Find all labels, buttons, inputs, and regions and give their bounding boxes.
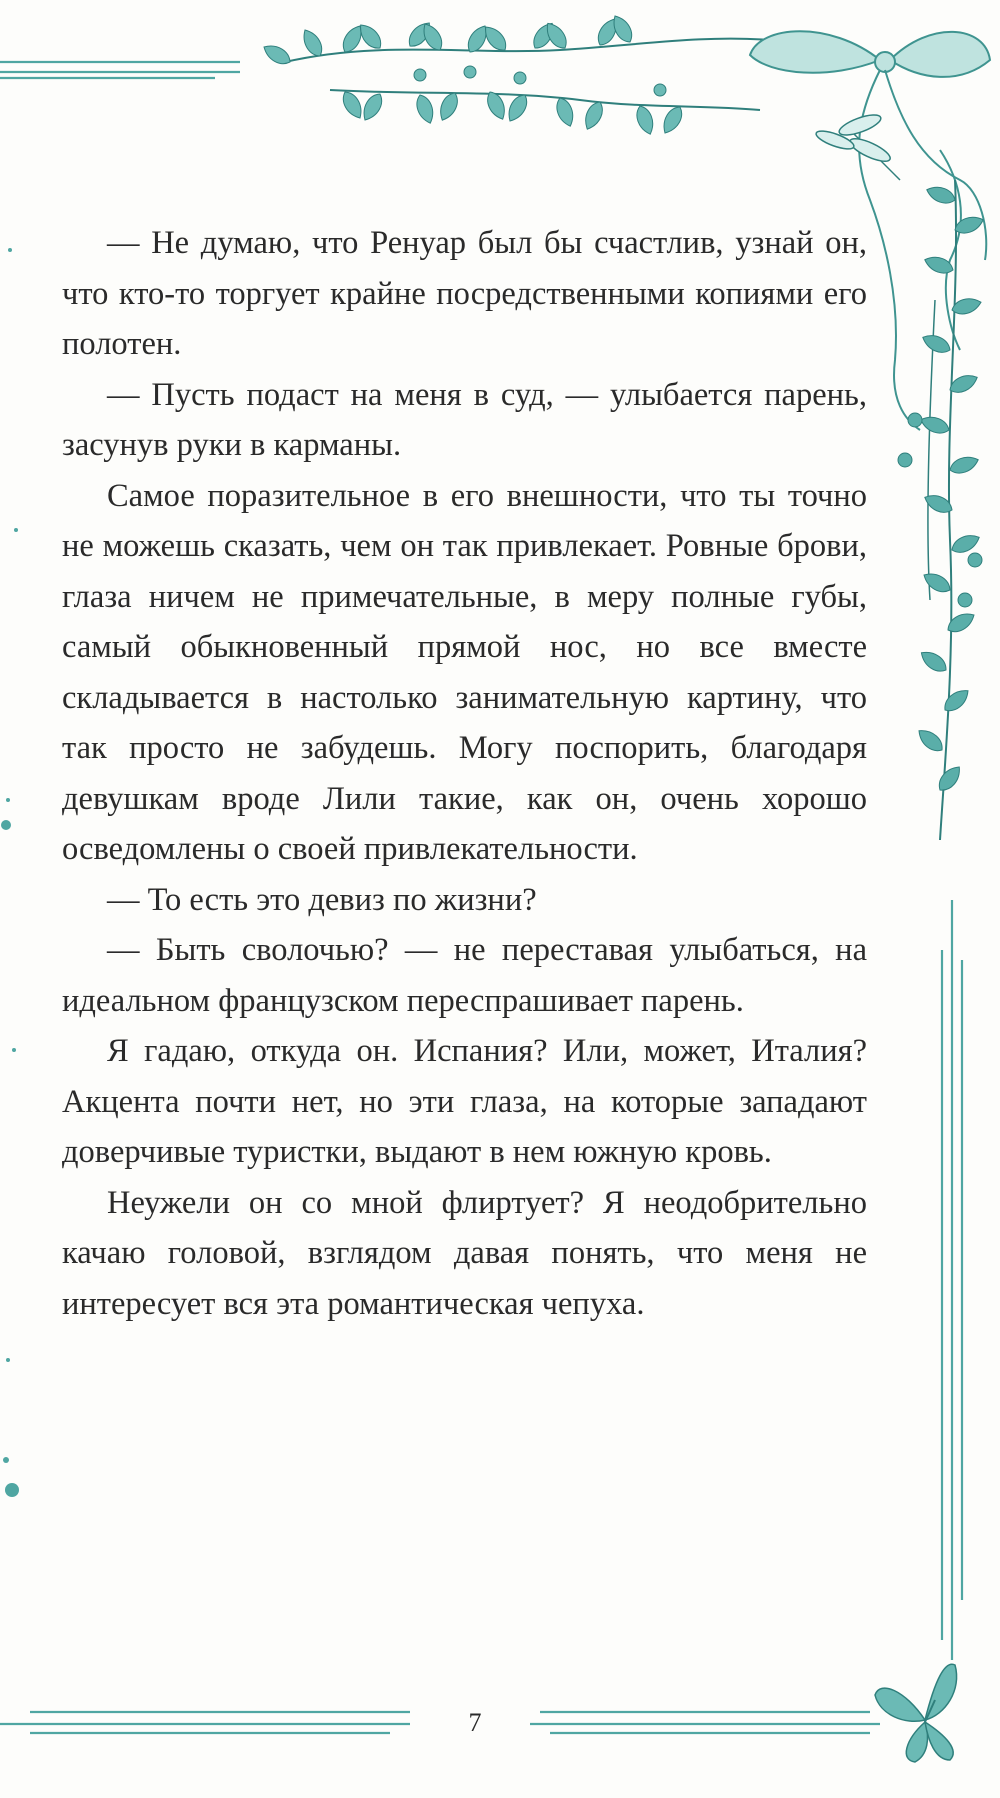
leaf-branch-icon: [260, 12, 770, 136]
paragraph: Неужели он со мной флиртует? Я неодобрительно качаю головой, взглядом давая понять, что меня не интересует вся эта романтическая чепуха.: [62, 1184, 867, 1322]
right-vine-icon: [898, 180, 986, 840]
left-edge-speckles: [1, 248, 19, 1497]
paragraph: — Быть сволочью? — не переставая улыбаться, на идеальном французском переспрашивает парень.: [62, 932, 867, 1019]
bottom-border-lines: [0, 1712, 880, 1733]
paragraph: — Не думаю, что Ренуар был бы счастлив, узнай он, что кто-то торгует крайне посредственными копиями его полотен.: [62, 225, 867, 362]
paragraph: — То есть это девиз по жизни?: [107, 881, 537, 918]
main-text: [62, 218, 867, 1329]
paragraph: — Пусть подаст на меня в суд, — улыбается парень, засунув руки в карманы.: [62, 376, 867, 463]
dragonfly-icon: [814, 111, 900, 180]
right-border-lines: [942, 900, 962, 1660]
paragraph: Самое поразительное в его внешности, что ты точно не можешь сказать, чем он так привлекает. Ровные брови, глаза ничем не примечательные, в меру полные губы, самый обыкновенный прямой нос, но все вместе складывается в настолько занимательную картину, что так просто не забудешь. Могу поспорить, благодаря девушкам вроде Лили такие, как он, очень хорошо осведомлены о своей привлекательности.: [62, 477, 867, 867]
butterfly-icon: [875, 1664, 957, 1762]
page-number: 7: [468, 1708, 482, 1737]
top-left-border-lines: [0, 62, 240, 78]
paragraph: Я гадаю, откуда он. Испания? Или, может, Италия? Акцента почти нет, но эти глаза, на которые западают доверчивые туристки, выдают в нем южную кровь.: [62, 1033, 867, 1170]
